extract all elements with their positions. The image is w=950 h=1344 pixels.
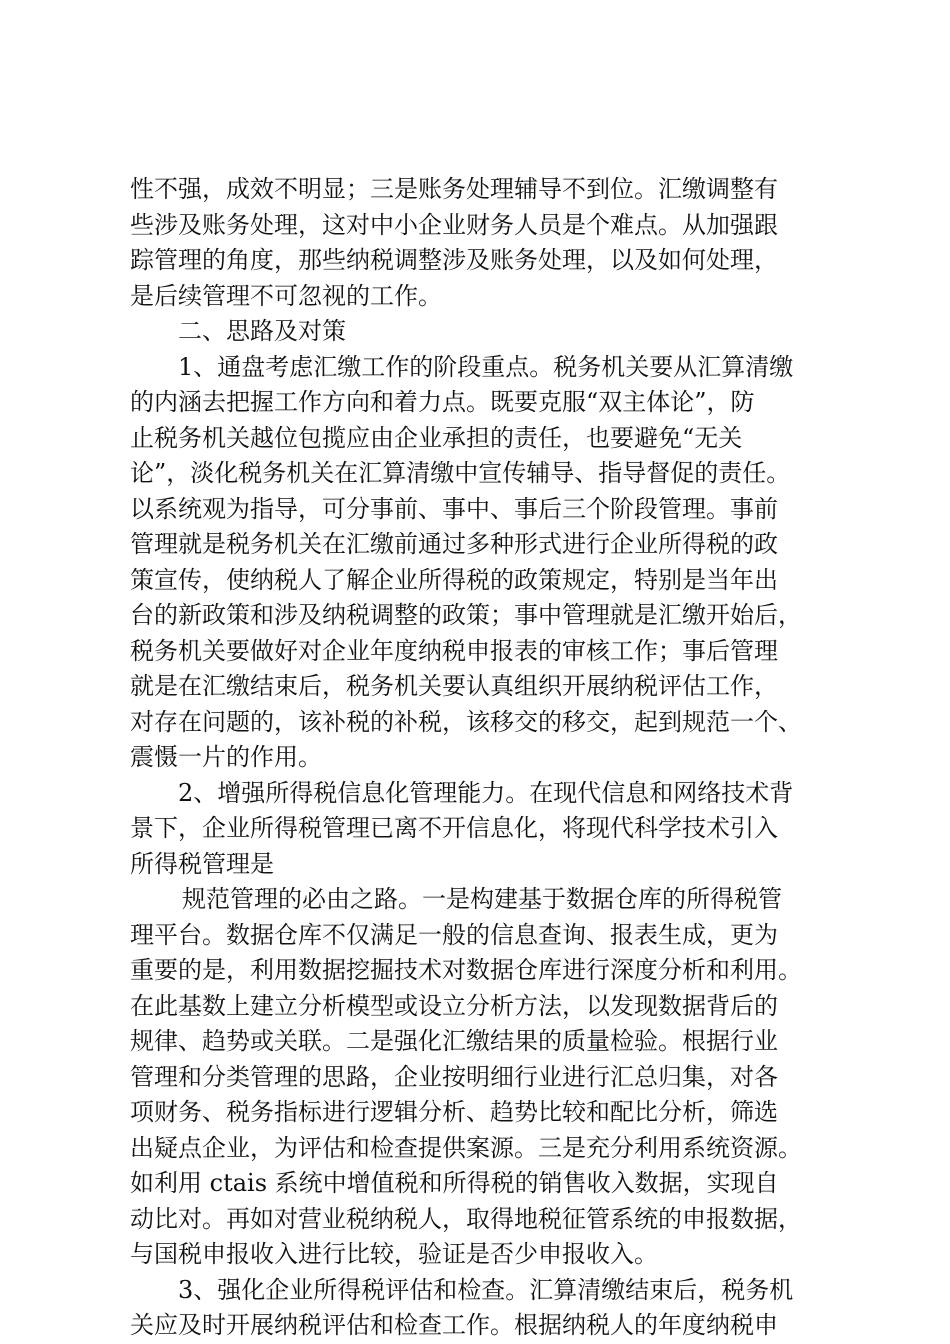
text-line: 重要的是，利用数据挖掘技术对数据仓库进行深度分析和利用。 bbox=[130, 956, 802, 984]
text-line: 就是在汇缴结束后，税务机关要认真组织开展纳税评估工作， bbox=[130, 672, 778, 700]
text-line: 踪管理的角度，那些纳税调整涉及账务处理，以及如何处理， bbox=[130, 246, 778, 274]
text-line: 些涉及账务处理，这对中小企业财务人员是个难点。从加强跟 bbox=[130, 210, 778, 239]
text-line: 策宣传，使纳税人了解企业所得税的政策规定，特别是当年出 bbox=[130, 565, 778, 594]
text-line: 2、增强所得税信息化管理能力。在现代信息和网络技术背 bbox=[178, 778, 794, 807]
text-line: 关应及时开展纳税评估和检查工作。根据纳税人的年度纳税申 bbox=[130, 1311, 778, 1339]
text-line: 论”，淡化税务机关在汇算清缴中宣传辅导、指导督促的责任。 bbox=[130, 459, 791, 487]
text-line: 是后续管理不可忽视的工作。 bbox=[130, 281, 442, 310]
text-line: 二、思路及对策 bbox=[178, 317, 346, 345]
text-line: 止税务机关越位包揽应由企业承担的责任，也要避免“无关 bbox=[130, 423, 743, 452]
text-line: 税务机关要做好对企业年度纳税申报表的审核工作；事后管理 bbox=[130, 636, 778, 665]
text-line: 在此基数上建立分析模型或设立分析方法，以发现数据背后的 bbox=[130, 991, 778, 1020]
text-line: 规范管理的必由之路。一是构建基于数据仓库的所得税管 bbox=[182, 885, 782, 913]
text-line: 的内涵去把握工作方向和着力点。既要克服“双主体论”，防 bbox=[130, 388, 755, 416]
text-line: 震慑一片的作用。 bbox=[130, 743, 322, 771]
text-line: 动比对。再如对营业税纳税人，取得地税征管系统的申报数据， bbox=[130, 1204, 802, 1233]
text-line: 以系统观为指导，可分事前、事中、事后三个阶段管理。事前 bbox=[130, 494, 778, 523]
text-line: 出疑点企业，为评估和检查提供案源。三是充分利用系统资源。 bbox=[130, 1133, 802, 1162]
body-text bbox=[130, 172, 830, 1344]
text-line: 景下，企业所得税管理已离不开信息化，将现代科学技术引入 bbox=[130, 814, 778, 842]
text-line: 对存在问题的，该补税的补税，该移交的移交，起到规范一个、 bbox=[130, 707, 802, 736]
text-line: 理平台。数据仓库不仅满足一般的信息查询、报表生成，更为 bbox=[130, 920, 778, 949]
text-line: 与国税申报收入进行比较，验证是否少申报收入。 bbox=[130, 1240, 658, 1268]
text-line: 项财务、税务指标进行逻辑分析、趋势比较和配比分析，筛选 bbox=[130, 1098, 778, 1126]
text-line: 管理和分类管理的思路，企业按明细行业进行汇总归集，对各 bbox=[130, 1062, 778, 1091]
text-line: 3、强化企业所得税评估和检查。汇算清缴结束后，税务机 bbox=[178, 1275, 794, 1304]
text-line: 如利用 ctais 系统中增值税和所得税的销售收入数据，实现自 bbox=[130, 1169, 779, 1197]
text-line: 1、通盘考虑汇缴工作的阶段重点。税务机关要从汇算清缴 bbox=[178, 352, 794, 381]
text-line: 台的新政策和涉及纳税调整的政策；事中管理就是汇缴开始后， bbox=[130, 601, 802, 629]
text-line: 规律、趋势或关联。二是强化汇缴结果的质量检验。根据行业 bbox=[130, 1027, 778, 1055]
text-line: 管理就是税务机关在汇缴前通过多种形式进行企业所得税的政 bbox=[130, 530, 778, 558]
text-line: 性不强，成效不明显；三是账务处理辅导不到位。汇缴调整有 bbox=[130, 175, 778, 203]
text-line: 所得税管理是 bbox=[130, 849, 274, 878]
